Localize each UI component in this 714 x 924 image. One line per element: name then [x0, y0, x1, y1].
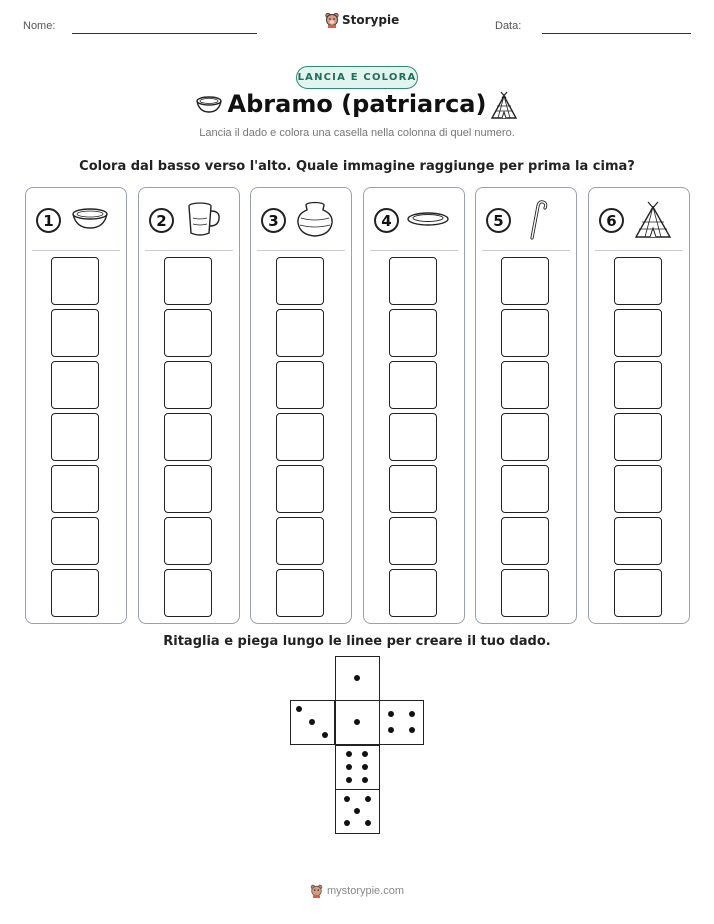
die-face-5	[335, 789, 380, 834]
die-pip	[388, 711, 394, 717]
color-box[interactable]	[501, 361, 549, 409]
brand-name: Storypie	[342, 13, 400, 27]
tent-icon	[489, 90, 519, 122]
color-box[interactable]	[164, 413, 212, 461]
color-box[interactable]	[614, 517, 662, 565]
column-3	[250, 187, 352, 624]
color-box[interactable]	[389, 257, 437, 305]
column-divider	[32, 250, 120, 251]
color-box[interactable]	[276, 413, 324, 461]
color-box[interactable]	[389, 465, 437, 513]
bowl-icon	[68, 200, 112, 240]
activity-badge: LANCIA E COLORA	[296, 66, 418, 89]
date-label: Data:	[495, 20, 522, 32]
column-5	[475, 187, 577, 624]
die-pip	[309, 719, 315, 725]
name-label: Nome:	[23, 20, 56, 32]
color-box[interactable]	[389, 569, 437, 617]
color-box[interactable]	[276, 517, 324, 565]
column-divider	[370, 250, 458, 251]
column-1	[25, 187, 127, 624]
date-line[interactable]	[542, 33, 691, 34]
color-box[interactable]	[389, 309, 437, 357]
die-pip	[344, 820, 350, 826]
color-box[interactable]	[501, 257, 549, 305]
column-divider	[482, 250, 570, 251]
die-face-3	[290, 700, 335, 745]
color-box[interactable]	[276, 361, 324, 409]
color-box[interactable]	[389, 517, 437, 565]
plate-icon	[406, 200, 450, 240]
color-box[interactable]	[389, 413, 437, 461]
die-face-4	[379, 700, 424, 745]
instruction: Colora dal basso verso l'alto. Quale immagine raggiunge per prima la cima?	[79, 159, 635, 174]
die-pip	[409, 727, 415, 733]
color-box[interactable]	[614, 465, 662, 513]
die-pip	[362, 764, 368, 770]
color-box[interactable]	[614, 361, 662, 409]
bear-logo-icon	[310, 884, 323, 898]
color-box[interactable]	[164, 309, 212, 357]
color-box[interactable]	[164, 517, 212, 565]
brand-logo	[325, 12, 399, 28]
die-pip	[346, 777, 352, 783]
color-box[interactable]	[164, 257, 212, 305]
color-box[interactable]	[51, 361, 99, 409]
die-pip	[354, 719, 360, 725]
color-box[interactable]	[164, 569, 212, 617]
column-2	[138, 187, 240, 624]
color-box[interactable]	[389, 361, 437, 409]
name-line[interactable]	[72, 33, 257, 34]
column-number: 1	[36, 208, 61, 233]
cut-instruction: Ritaglia e piega lungo le linee per creare il tuo dado.	[163, 634, 551, 649]
color-box[interactable]	[501, 465, 549, 513]
tent-icon	[631, 200, 675, 240]
color-box[interactable]	[501, 517, 549, 565]
color-box[interactable]	[614, 257, 662, 305]
column-number: 6	[599, 208, 624, 233]
column-4	[363, 187, 465, 624]
die-pip	[346, 764, 352, 770]
color-box[interactable]	[164, 465, 212, 513]
column-number: 4	[374, 208, 399, 233]
die-pip	[388, 727, 394, 733]
die-pip	[346, 751, 352, 757]
color-box[interactable]	[614, 413, 662, 461]
column-divider	[257, 250, 345, 251]
color-box[interactable]	[501, 569, 549, 617]
color-box[interactable]	[614, 309, 662, 357]
die-pip	[354, 808, 360, 814]
staff-icon	[518, 200, 562, 240]
footer-url: mystorypie.com	[327, 885, 405, 897]
column-number: 3	[261, 208, 286, 233]
color-box[interactable]	[501, 309, 549, 357]
die-pip	[362, 777, 368, 783]
color-box[interactable]	[51, 569, 99, 617]
footer	[310, 884, 404, 898]
column-number: 5	[486, 208, 511, 233]
column-number: 2	[149, 208, 174, 233]
die-face-1	[335, 700, 380, 745]
cup-icon	[181, 200, 225, 240]
page-title: Abramo (patriarca)	[227, 90, 487, 118]
color-box[interactable]	[51, 517, 99, 565]
die-pip	[322, 732, 328, 738]
color-box[interactable]	[276, 465, 324, 513]
color-box[interactable]	[51, 413, 99, 461]
bear-logo-icon	[325, 12, 339, 28]
color-box[interactable]	[51, 309, 99, 357]
die-pip	[362, 751, 368, 757]
color-box[interactable]	[614, 569, 662, 617]
color-box[interactable]	[51, 257, 99, 305]
column-divider	[145, 250, 233, 251]
die-pip	[344, 796, 350, 802]
die-pip	[365, 796, 371, 802]
die-face-6	[335, 745, 380, 790]
color-box[interactable]	[276, 257, 324, 305]
column-divider	[595, 250, 683, 251]
die-pip	[409, 711, 415, 717]
column-6	[588, 187, 690, 624]
color-box[interactable]	[276, 569, 324, 617]
color-box[interactable]	[501, 413, 549, 461]
die-pip	[365, 820, 371, 826]
pot-icon	[293, 200, 337, 240]
die-face-1	[335, 656, 380, 701]
color-box[interactable]	[276, 309, 324, 357]
color-box[interactable]	[51, 465, 99, 513]
color-box[interactable]	[164, 361, 212, 409]
subtitle: Lancia il dado e colora una casella nella colonna di quel numero.	[199, 127, 515, 139]
die-pip	[296, 706, 302, 712]
die-pip	[354, 675, 360, 681]
